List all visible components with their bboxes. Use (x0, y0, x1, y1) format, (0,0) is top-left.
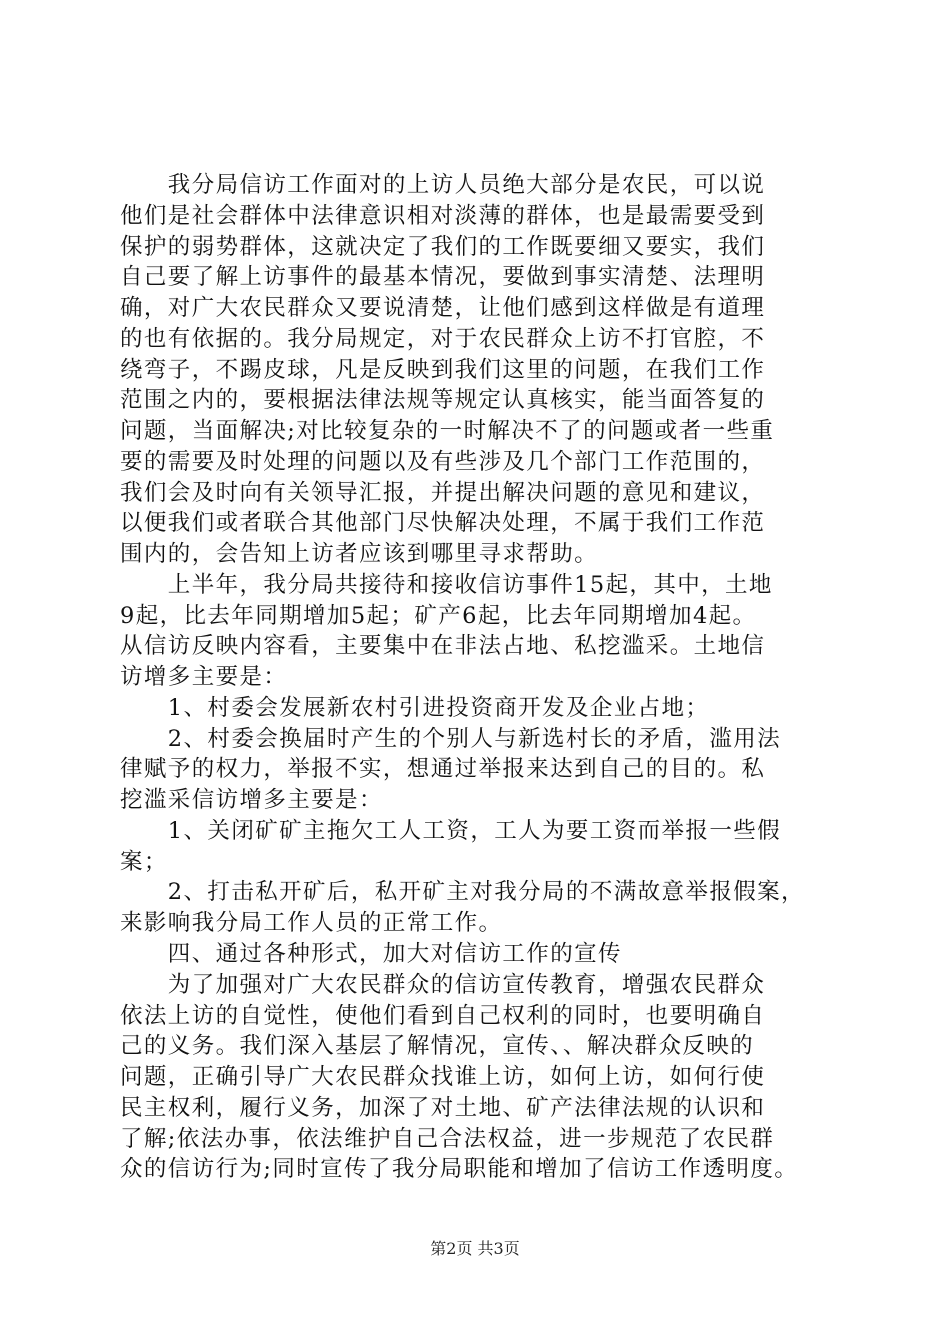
text-line: 9起，比去年同期增加5起；矿产6起，比去年同期增加4起。 (120, 602, 757, 629)
text-line: 问题，正确引导广大农民群众找谁上访，如何上访，如何行使 (120, 1064, 766, 1090)
text-line: 他们是社会群体中法律意识相对淡薄的群体，也是最需要受到 (120, 202, 766, 229)
text-line: 绕弯子，不踢皮球，凡是反映到我们这里的问题，在我们工作 (120, 356, 766, 383)
text-line: 要的需要及时处理的问题以及有些涉及几个部门工作范围的， (120, 448, 766, 475)
text-line: 民主权利，履行义务，加深了对土地、矿产法律法规的认识和 (120, 1094, 766, 1121)
text-line: 我分局信访工作面对的上访人员绝大部分是农民，可以说 (120, 172, 766, 198)
text-line: 挖滥采信访增多主要是： (120, 787, 383, 814)
text-line: 1、关闭矿矿主拖欠工人工资，工人为要工资而举报一些假 (120, 817, 782, 844)
text-line: 自己要了解上访事件的最基本情况，要做到事实清楚、法理明 (120, 264, 766, 291)
text-line: 访增多主要是： (120, 664, 288, 691)
text-line: 上半年，我分局共接待和接收信访事件15起，其中，土地 (120, 571, 773, 598)
text-line: 为了加强对广大农民群众的信访宣传教育，增强农民群众 (120, 971, 766, 998)
text-line: 2、打击私开矿后，私开矿主对我分局的不满故意举报假案， (120, 879, 805, 906)
text-line: 问题，当面解决;对比较复杂的一时解决不了的问题或者一些重 (120, 418, 775, 445)
text-line: 1、村委会发展新农村引进投资商开发及企业占地； (120, 694, 710, 721)
text-line: 2、村委会换届时产生的个别人与新选村长的矛盾，滥用法 (120, 725, 782, 752)
text-line: 案； (120, 848, 168, 875)
text-line: 的也有依据的。我分局规定，对于农民群众上访不打官腔，不 (120, 325, 766, 352)
text-line: 己的义务。我们深入基层了解情况，宣传、、解决群众反映的 (120, 1033, 755, 1060)
text-line: 了解;依法办事，依法维护自己合法权益，进一步规范了农民群 (120, 1125, 775, 1152)
text-line: 围内的，会告知上访者应该到哪里寻求帮助。 (120, 541, 599, 568)
page-number-footer: 第2页 共3页 (430, 1239, 520, 1258)
text-line: 以便我们或者联合其他部门尽快解决处理，不属于我们工作范 (120, 510, 766, 537)
text-line: 依法上访的自觉性，使他们看到自己权利的同时，也要明确自 (120, 1002, 766, 1029)
text-line: 保护的弱势群体，这就决定了我们的工作既要细又要实，我们 (120, 233, 766, 260)
text-line: 律赋予的权力，举报不实，想通过举报来达到自己的目的。私 (120, 756, 766, 783)
text-line: 从信访反映内容看，主要集中在非法占地、私挖滥采。土地信 (120, 633, 766, 660)
text-line: 范围之内的，要根据法律法规等规定认真核实，能当面答复的 (120, 387, 766, 414)
text-line: 众的信访行为;同时宣传了我分局职能和增加了信访工作透明度。 (120, 1156, 799, 1183)
text-line: 四、通过各种形式，加大对信访工作的宣传 (120, 940, 622, 967)
text-line: 确，对广大农民群众又要说清楚，让他们感到这样做是有道理 (120, 295, 766, 321)
text-line: 我们会及时向有关领导汇报，并提出解决问题的意见和建议， (120, 479, 766, 506)
text-line: 来影响我分局工作人员的正常工作。 (120, 910, 503, 937)
